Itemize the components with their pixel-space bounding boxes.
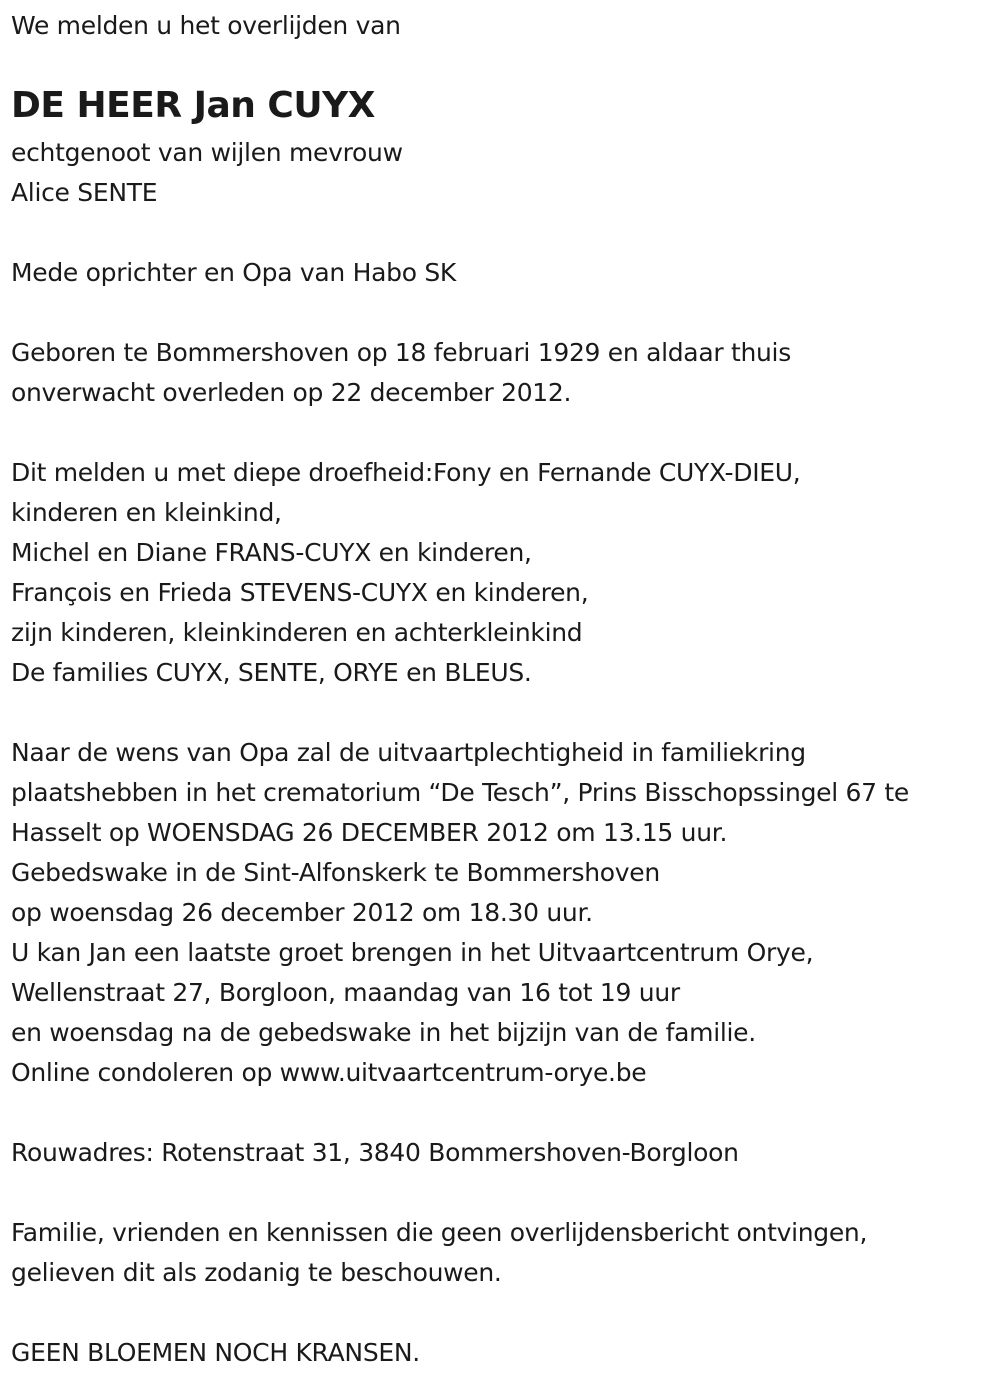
deceased-name: DE HEER Jan CUYX bbox=[11, 85, 375, 126]
funeral-line: plaatshebben in het crematorium “De Tesch”, Prins Bisschopssingel 67 te bbox=[11, 778, 909, 807]
funeral-line: U kan Jan een laatste groet brengen in het Uitvaartcentrum Orye, bbox=[11, 938, 814, 967]
founder-section bbox=[11, 253, 456, 293]
funeral-line: Online condoleren op www.uitvaartcentrum-orye.be bbox=[11, 1058, 647, 1087]
funeral-line: en woensdag na de gebedswake in het bijzijn van de familie. bbox=[11, 1018, 756, 1047]
funeral-section bbox=[11, 733, 909, 1093]
family-line: De families CUYX, SENTE, ORYE en BLEUS. bbox=[11, 658, 532, 687]
family-line: Dit melden u met diepe droefheid:Fony en Fernande CUYX-DIEU, bbox=[11, 458, 801, 487]
spouse-line: Alice SENTE bbox=[11, 178, 158, 207]
family-line: zijn kinderen, kleinkinderen en achterkleinkind bbox=[11, 618, 583, 647]
funeral-line: Hasselt op WOENSDAG 26 DECEMBER 2012 om 13.15 uur. bbox=[11, 818, 728, 847]
no-flowers-text: GEEN BLOEMEN NOCH KRANSEN. bbox=[11, 1338, 420, 1367]
mourning-address-section bbox=[11, 1133, 739, 1173]
funeral-line: Gebedswake in de Sint-Alfonskerk te Bommershoven bbox=[11, 858, 660, 887]
funeral-line: op woensdag 26 december 2012 om 18.30 uur. bbox=[11, 898, 593, 927]
notice-line: Familie, vrienden en kennissen die geen overlijdensbericht ontvingen, bbox=[11, 1218, 868, 1247]
notice-section bbox=[11, 1213, 867, 1293]
funeral-line: Naar de wens van Opa zal de uitvaartplechtigheid in familiekring bbox=[11, 738, 806, 767]
intro-text: We melden u het overlijden van bbox=[11, 11, 401, 40]
family-line: Michel en Diane FRANS-CUYX en kinderen, bbox=[11, 538, 532, 567]
funeral-line: Wellenstraat 27, Borgloon, maandag van 16 tot 19 uur bbox=[11, 978, 680, 1007]
spouse-section bbox=[11, 133, 403, 213]
founder-line: Mede oprichter en Opa van Habo SK bbox=[11, 258, 457, 287]
birth-death-section bbox=[11, 333, 791, 413]
notice-line: gelieven dit als zodanig te beschouwen. bbox=[11, 1258, 502, 1287]
mourning-address: Rouwadres: Rotenstraat 31, 3840 Bommershoven-Borgloon bbox=[11, 1138, 739, 1167]
no-flowers-section bbox=[11, 1333, 420, 1373]
birth-death-line: onverwacht overleden op 22 december 2012. bbox=[11, 378, 572, 407]
family-line: kinderen en kleinkind, bbox=[11, 498, 282, 527]
family-section bbox=[11, 453, 800, 693]
birth-death-line: Geboren te Bommershoven op 18 februari 1929 en aldaar thuis bbox=[11, 338, 791, 367]
spouse-line: echtgenoot van wijlen mevrouw bbox=[11, 138, 403, 167]
family-line: François en Frieda STEVENS-CUYX en kinderen, bbox=[11, 578, 589, 607]
